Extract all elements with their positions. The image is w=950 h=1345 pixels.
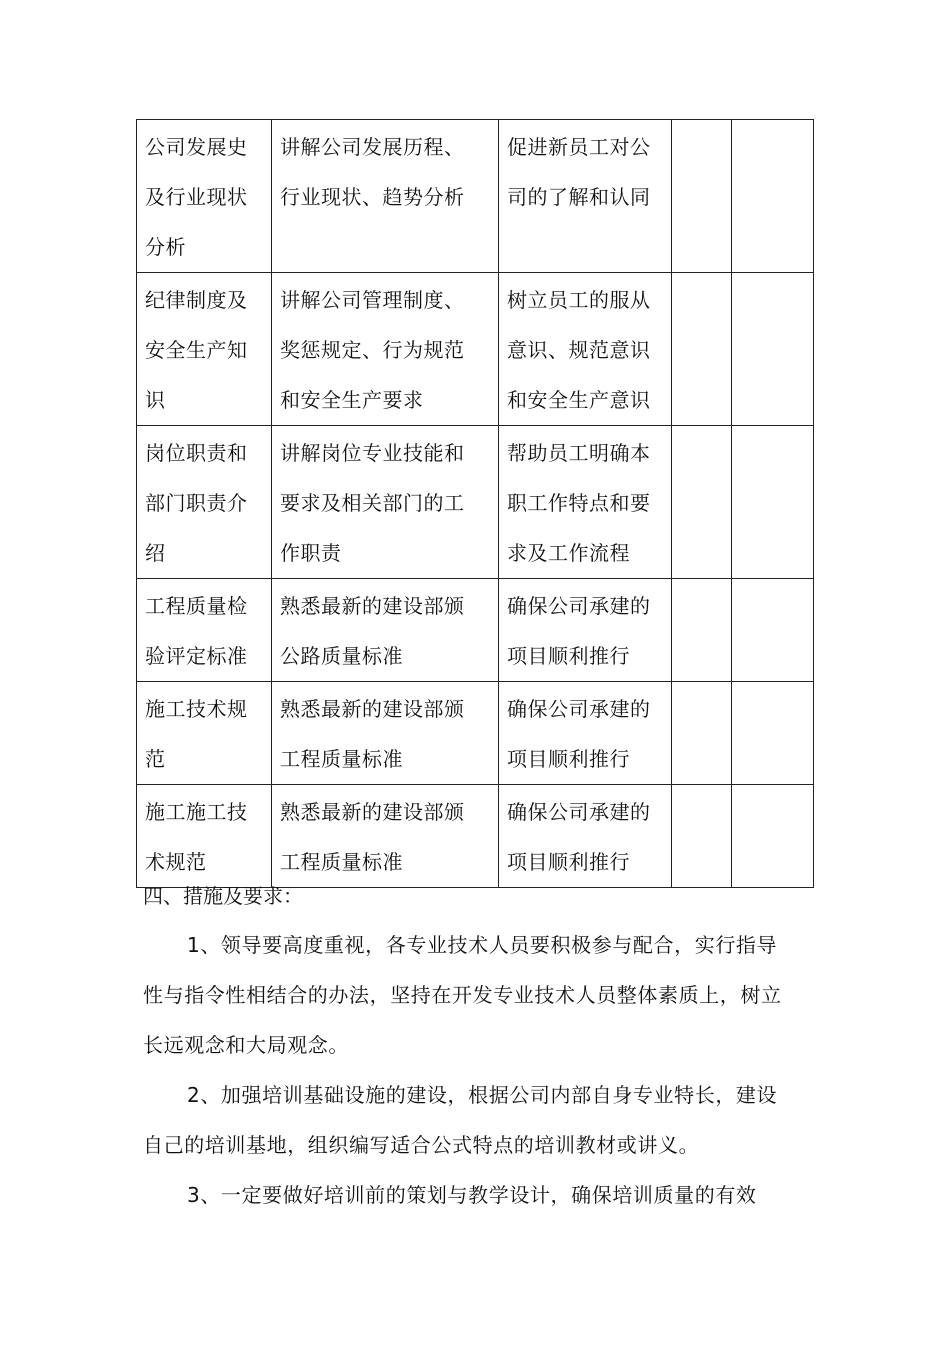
empty-cell — [672, 120, 732, 273]
content-cell: 熟悉最新的建设部颁 工程质量标准 — [272, 785, 499, 888]
topic-cell: 岗位职责和 部门职责介 绍 — [137, 426, 272, 579]
paragraph: 1、领导要高度重视，各专业技术人员要积极参与配合，实行指导性与指令性相结合的办法，坚持在开发专业技术人员整体素质上，树立长远观念和大局观念。 — [143, 933, 782, 1057]
empty-cell — [732, 273, 814, 426]
empty-cell — [672, 785, 732, 888]
goal-cell: 确保公司承建的 项目顺利推行 — [499, 682, 672, 785]
empty-cell — [672, 579, 732, 682]
empty-cell — [732, 682, 814, 785]
empty-cell — [672, 682, 732, 785]
topic-cell: 施工施工技 术规范 — [137, 785, 272, 888]
empty-cell — [732, 785, 814, 888]
content-cell: 讲解岗位专业技能和 要求及相关部门的工 作职责 — [272, 426, 499, 579]
goal-cell: 树立员工的服从 意识、规范意识 和安全生产意识 — [499, 273, 672, 426]
empty-cell — [672, 426, 732, 579]
topic-cell: 施工技术规 范 — [137, 682, 272, 785]
topic-cell: 工程质量检 验评定标准 — [137, 579, 272, 682]
empty-cell — [732, 426, 814, 579]
goal-cell: 促进新员工对公 司的了解和认同 — [499, 120, 672, 273]
table-row — [137, 682, 814, 785]
training-table — [136, 119, 814, 888]
table-row — [137, 426, 814, 579]
table-row — [137, 579, 814, 682]
section-heading: 四、措施及要求： — [143, 884, 303, 908]
paragraph: 2、加强培训基础设施的建设，根据公司内部自身专业特长，建设自己的培训基地，组织编写适合公式特点的培训教材或讲义。 — [143, 1083, 778, 1157]
goal-cell: 确保公司承建的 项目顺利推行 — [499, 785, 672, 888]
empty-cell — [732, 120, 814, 273]
table-row — [137, 785, 814, 888]
empty-cell — [732, 579, 814, 682]
table-row — [137, 273, 814, 426]
table-row — [137, 120, 814, 273]
topic-cell: 纪律制度及 安全生产知 识 — [137, 273, 272, 426]
empty-cell — [672, 273, 732, 426]
content-cell: 熟悉最新的建设部颁 公路质量标准 — [272, 579, 499, 682]
content-cell: 讲解公司管理制度、 奖惩规定、行为规范 和安全生产要求 — [272, 273, 499, 426]
content-cell: 熟悉最新的建设部颁 工程质量标准 — [272, 682, 499, 785]
goal-cell: 帮助员工明确本 职工作特点和要 求及工作流程 — [499, 426, 672, 579]
goal-cell: 确保公司承建的 项目顺利推行 — [499, 579, 672, 682]
topic-cell: 公司发展史 及行业现状 分析 — [137, 120, 272, 273]
paragraph: 3、一定要做好培训前的策划与教学设计，确保培训质量的有效 — [187, 1183, 757, 1207]
content-cell: 讲解公司发展历程、 行业现状、趋势分析 — [272, 120, 499, 273]
